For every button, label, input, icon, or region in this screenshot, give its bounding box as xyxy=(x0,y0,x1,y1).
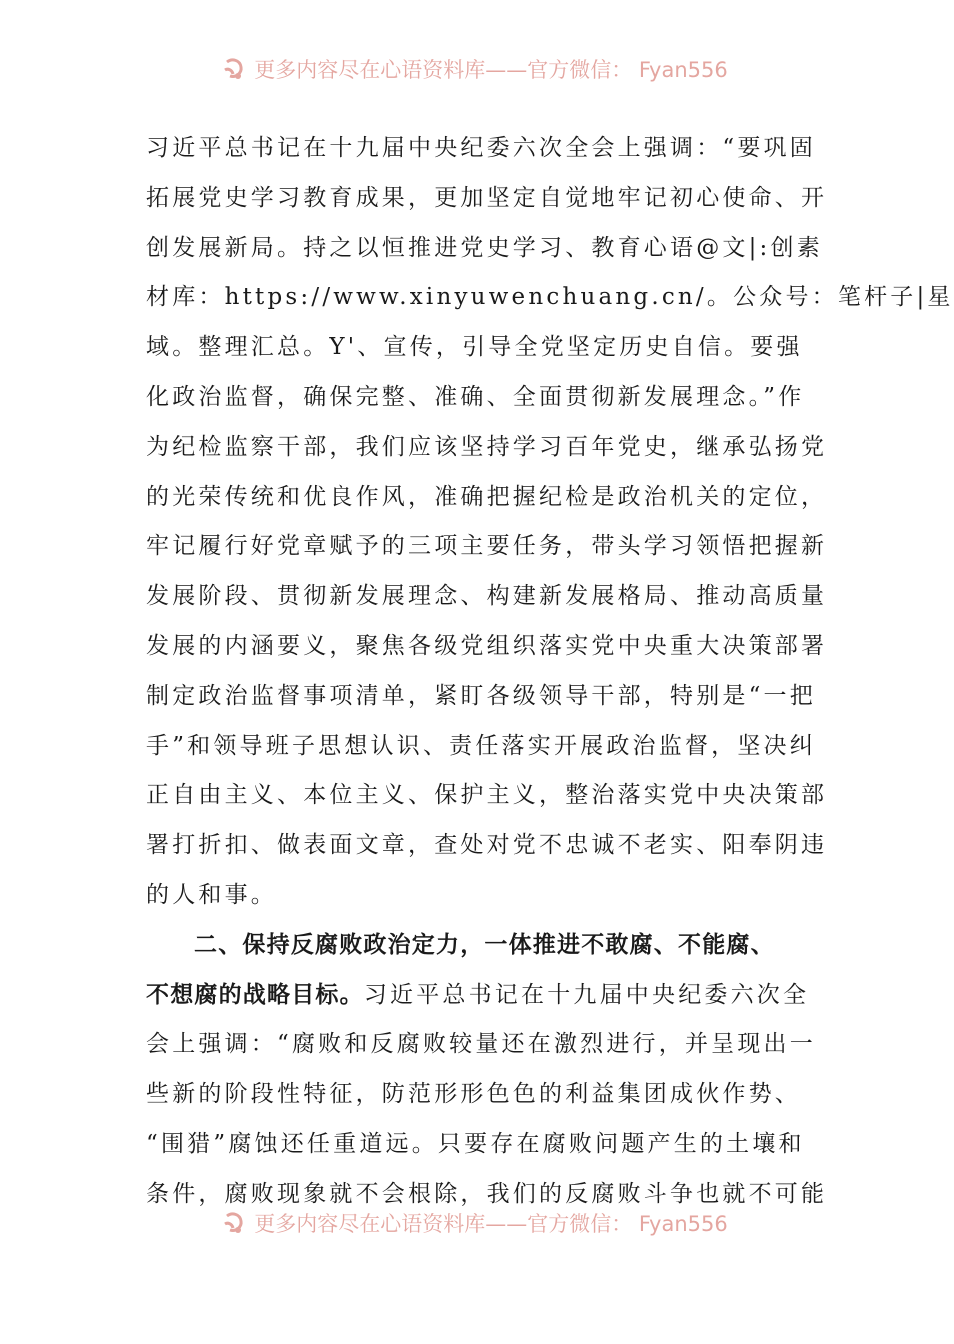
watermark-logo-icon xyxy=(222,1210,248,1236)
paragraph-line xyxy=(146,622,828,672)
paragraph-line xyxy=(146,174,828,224)
paragraph-line xyxy=(146,273,954,323)
line-text: 域。整理汇总。Y'、宣传，引导全党坚定历史自信。要强 xyxy=(146,334,803,361)
paragraph-line xyxy=(146,722,816,772)
paragraph-line xyxy=(146,572,828,622)
paragraph-line xyxy=(146,672,816,722)
section-heading-line xyxy=(146,921,810,971)
line-text: 发展阶段、贯彻新发展理念、构建新发展格局、推动高质量 xyxy=(146,583,828,610)
line-text: 化政治监督，确保完整、准确、全面贯彻新发展理念。”作 xyxy=(146,383,805,410)
line-text: 会上强调：“腐败和反腐败较量还在激烈进行，并呈现出一 xyxy=(146,1031,816,1058)
watermark-logo-icon xyxy=(222,56,248,82)
line-text: 制定政治监督事项清单，紧盯各级领导干部，特别是“一把 xyxy=(146,682,816,709)
line-text: 习近平总书记在十九届中央纪委六次全 xyxy=(363,981,810,1008)
paragraph-line xyxy=(146,871,810,921)
paragraph-line xyxy=(146,423,828,473)
paragraph-line xyxy=(146,771,828,821)
line-text: 习近平总书记在十九届中央纪委六次全会上强调：“要巩固 xyxy=(146,135,816,161)
paragraph-line xyxy=(146,373,810,423)
section-heading: 二、保持反腐败政治定力，一体推进不敢腐、不能腐、 xyxy=(194,931,775,958)
footer-watermark xyxy=(0,1206,950,1240)
paragraph-line xyxy=(146,124,816,174)
line-text: 创发展新局。持之以恒推进党史学习、教育心语@文|:创素 xyxy=(146,234,823,261)
line-text: 的人和事。 xyxy=(146,881,277,908)
line-text: 为纪检监察干部，我们应该坚持学习百年党史，继承弘扬党 xyxy=(146,433,828,460)
section-heading-line xyxy=(146,971,810,1021)
document-body xyxy=(146,124,954,1220)
line-text: 正自由主义、本位主义、保护主义，整治落实党中央决策部 xyxy=(146,782,828,809)
paragraph-line xyxy=(146,323,810,373)
paragraph-line xyxy=(146,1020,816,1070)
line-text: 材库：https://www.xinyuwenchuang.cn/。公众号：笔杆子|星 xyxy=(146,284,954,311)
paragraph-line xyxy=(146,224,823,274)
line-text: 手”和领导班子思想认识、责任落实开展政治监督，坚决纠 xyxy=(146,732,816,759)
section-heading: 不想腐的战略目标。 xyxy=(146,981,364,1008)
paragraph-line xyxy=(146,473,828,523)
watermark-text: 更多内容尽在心语资料库——官方微信： Fyan556 xyxy=(254,58,728,82)
paragraph-line xyxy=(146,821,828,871)
line-text: “围猎”腐蚀还任重道远。只要存在腐败问题产生的土壤和 xyxy=(146,1130,805,1157)
line-text: 署打折扣、做表面文章，查处对党不忠诚不老实、阳奉阴违 xyxy=(146,832,828,859)
paragraph-line xyxy=(146,522,828,572)
watermark-text: 更多内容尽在心语资料库——官方微信： Fyan556 xyxy=(254,1212,728,1236)
paragraph-line xyxy=(146,1120,810,1170)
line-text: 牢记履行好党章赋予的三项主要任务，带头学习领悟把握新 xyxy=(146,533,828,560)
line-text: 的光荣传统和优良作风，准确把握纪检是政治机关的定位， xyxy=(146,483,828,510)
line-text: 些新的阶段性特征，防范形形色色的利益集团成伙作势、 xyxy=(146,1081,801,1108)
line-text: 拓展党史学习教育成果，更加坚定自觉地牢记初心使命、开 xyxy=(146,184,828,211)
paragraph-line xyxy=(146,1070,810,1120)
line-text: 条件，腐败现象就不会根除，我们的反腐败斗争也就不可能 xyxy=(146,1180,828,1207)
line-text: 发展的内涵要义，聚焦各级党组织落实党中央重大决策部署 xyxy=(146,632,828,659)
header-watermark xyxy=(0,52,950,86)
